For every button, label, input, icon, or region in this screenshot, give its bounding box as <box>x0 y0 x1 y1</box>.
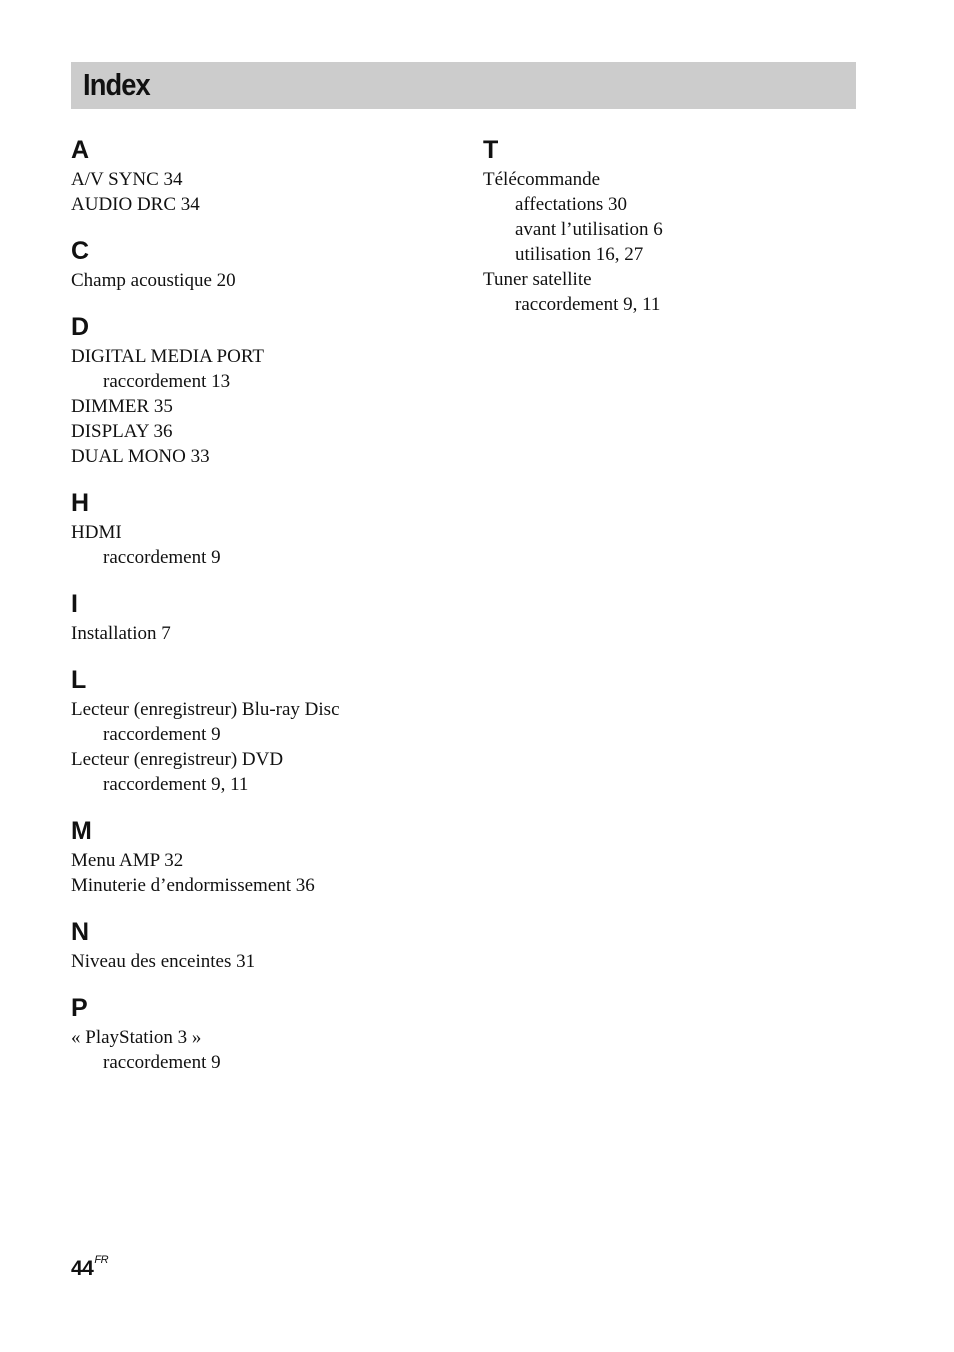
page-title: Index <box>83 67 150 102</box>
index-entry: Tuner satellite <box>483 269 592 290</box>
index-subentry: utilisation 16, 27 <box>515 244 644 265</box>
section-letter: C <box>71 237 90 265</box>
index-entry: HDMI <box>71 522 122 543</box>
index-entry: AUDIO DRC 34 <box>71 194 200 215</box>
index-section-l <box>71 663 451 797</box>
index-subentry: avant l’utilisation 6 <box>515 219 663 240</box>
index-section-p <box>71 991 451 1075</box>
index-subentry: raccordement 9 <box>103 724 221 745</box>
section-letter: P <box>71 994 88 1022</box>
index-entry: Niveau des enceintes 31 <box>71 951 256 972</box>
index-subentry: raccordement 9 <box>103 1052 221 1073</box>
section-letter: A <box>71 136 90 164</box>
index-entry: Champ acoustique 20 <box>71 270 236 291</box>
index-section-h <box>71 486 451 570</box>
index-section-t <box>483 133 863 317</box>
page-number-value: 44 <box>71 1257 94 1280</box>
index-entry: A/V SYNC 34 <box>71 169 183 190</box>
index-entry: DISPLAY 36 <box>71 421 173 442</box>
index-entry: DIMMER 35 <box>71 396 173 417</box>
index-entry: Menu AMP 32 <box>71 850 184 871</box>
index-subentry: affectations 30 <box>515 194 628 215</box>
index-subentry: raccordement 13 <box>103 371 231 392</box>
index-entry: DUAL MONO 33 <box>71 446 210 467</box>
index-column-right <box>483 133 863 334</box>
section-letter: N <box>71 918 90 946</box>
index-entry: « PlayStation 3 » <box>71 1027 202 1048</box>
index-entry: Lecteur (enregistreur) DVD <box>71 749 284 770</box>
section-letter: H <box>71 489 90 517</box>
index-entry: Télécommande <box>483 169 601 190</box>
section-letter: M <box>71 817 92 845</box>
index-subentry: raccordement 9 <box>103 547 221 568</box>
index-entry: Installation 7 <box>71 623 171 644</box>
index-section-d <box>71 310 451 469</box>
index-column-left <box>71 133 451 1092</box>
index-section-c <box>71 234 451 293</box>
section-letter: D <box>71 313 90 341</box>
index-entry: Lecteur (enregistreur) Blu-ray Disc <box>71 699 340 720</box>
index-section-n <box>71 915 451 974</box>
page-number <box>71 1254 109 1281</box>
index-title-bar <box>71 62 856 109</box>
section-letter: L <box>71 666 87 694</box>
section-letter: T <box>483 136 499 164</box>
index-subentry: raccordement 9, 11 <box>515 294 661 315</box>
index-entry: DIGITAL MEDIA PORT <box>71 346 264 367</box>
index-section-m <box>71 814 451 898</box>
language-code: FR <box>94 1254 109 1266</box>
index-entry: Minuterie d’endormissement 36 <box>71 875 315 896</box>
index-section-a <box>71 133 451 217</box>
index-subentry: raccordement 9, 11 <box>103 774 249 795</box>
index-section-i <box>71 587 451 646</box>
section-letter: I <box>71 590 78 618</box>
